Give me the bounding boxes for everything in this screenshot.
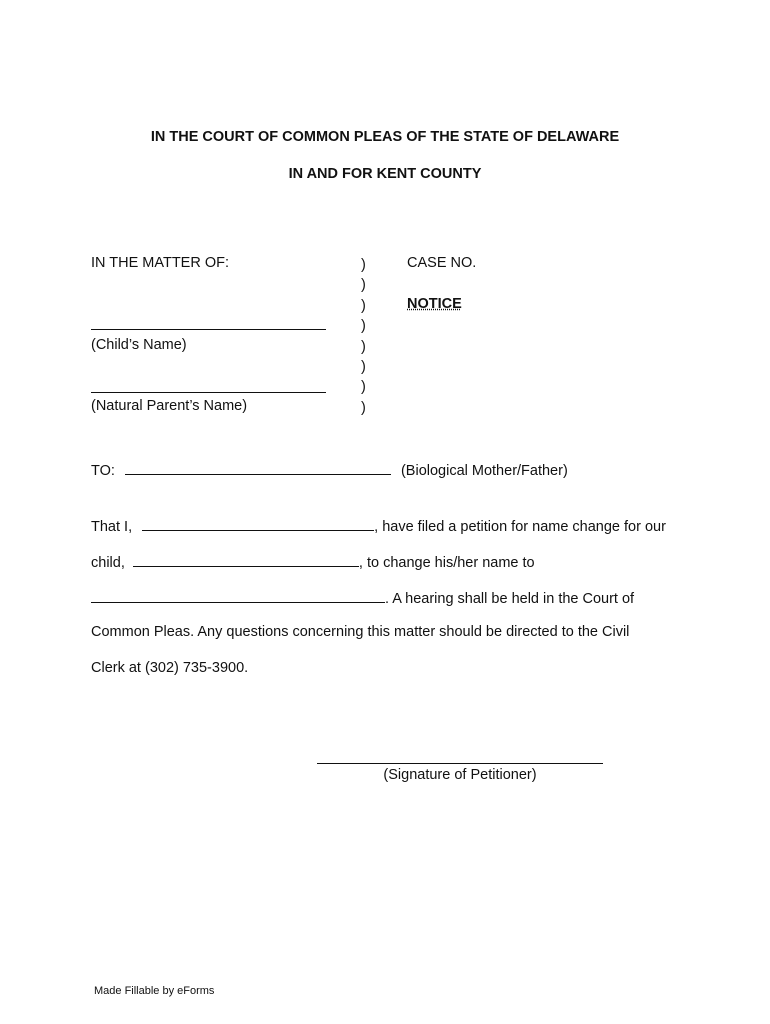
child-name-field[interactable] [91, 329, 326, 330]
new-name-field[interactable] [91, 588, 385, 603]
natural-parent-name-label: (Natural Parent’s Name) [91, 398, 248, 414]
to-line [91, 460, 568, 479]
notice-title: NOTICE [407, 296, 462, 312]
body-line-5: Clerk at (302) 735-3900. [91, 660, 249, 676]
paren: ) [361, 399, 366, 416]
body-line-2 [91, 552, 535, 571]
paren: ) [361, 379, 366, 396]
paren: ) [361, 359, 366, 376]
body-line-1-suffix: , have filed a petition for name change for our [374, 519, 666, 535]
in-the-matter-of-label: IN THE MATTER OF: [91, 255, 230, 271]
case-no-label: CASE NO. [407, 255, 477, 271]
child-name-label: (Child’s Name) [91, 337, 187, 353]
paren: ) [361, 277, 366, 294]
signature-label: (Signature of Petitioner) [383, 767, 537, 783]
court-title: IN THE COURT OF COMMON PLEAS OF THE STATE OF DELAWARE [150, 129, 620, 145]
body-line-1-prefix: That I, [91, 519, 133, 535]
county-title: IN AND FOR KENT COUNTY [288, 166, 482, 182]
body-line-3 [91, 588, 634, 607]
natural-parent-name-field[interactable] [91, 392, 326, 393]
to-label: TO: [91, 463, 115, 479]
recipient-name-field[interactable] [125, 460, 391, 475]
body-line-1 [91, 516, 666, 535]
recipient-role-label: (Biological Mother/Father) [400, 463, 568, 479]
body-line-3-suffix: . A hearing shall be held in the Court of [385, 591, 635, 607]
footer-text: Made Fillable by eForms [94, 985, 215, 997]
paren: ) [361, 338, 366, 355]
caption-parentheses [361, 255, 366, 418]
paren: ) [361, 257, 366, 273]
child-current-name-field[interactable] [133, 552, 359, 567]
body-line-2-prefix: child, [91, 555, 125, 571]
petitioner-name-field[interactable] [142, 516, 374, 531]
paren: ) [361, 297, 366, 314]
body-line-2-suffix: , to change his/her name to [358, 555, 535, 571]
signature-field[interactable] [317, 763, 603, 764]
body-line-4: Common Pleas. Any questions concerning this matter should be directed to the Civil [91, 624, 630, 640]
paren: ) [361, 318, 366, 335]
